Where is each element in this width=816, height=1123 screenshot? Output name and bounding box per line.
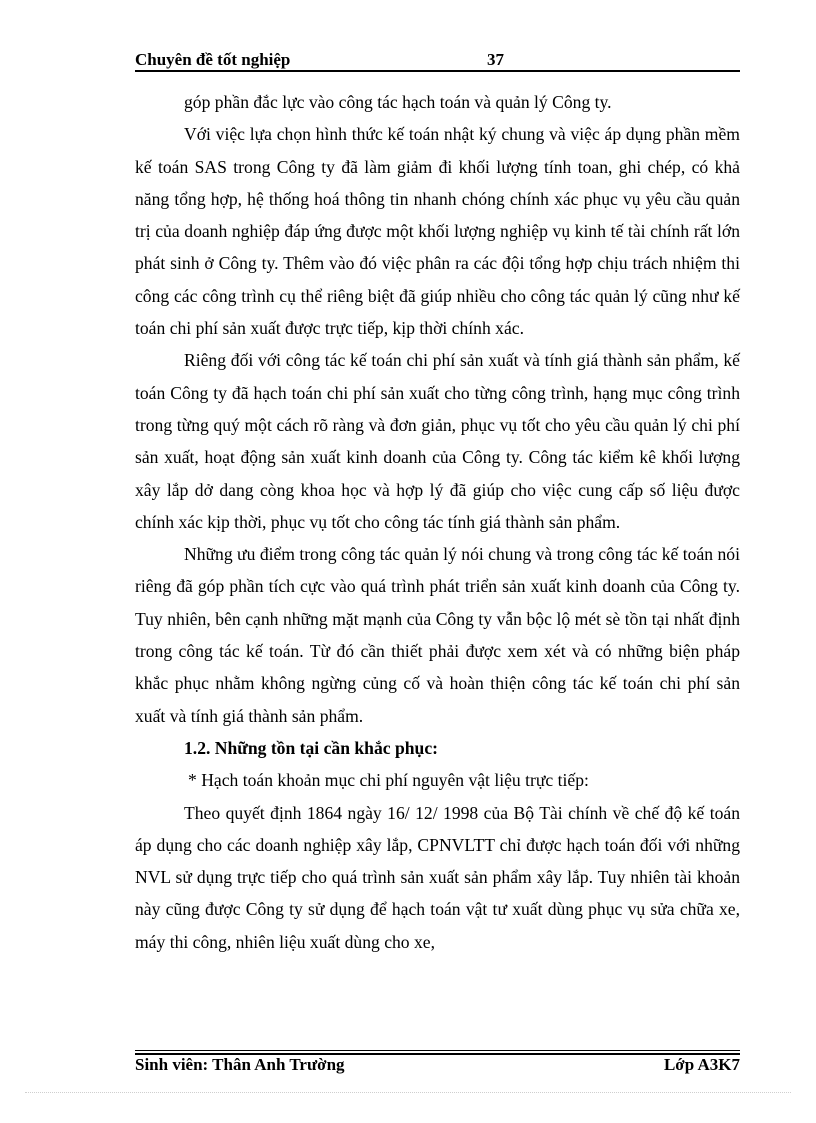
header-divider (135, 70, 740, 72)
class-name: Lớp A3K7 (663, 1055, 740, 1074)
page-boundary (25, 1092, 791, 1093)
paragraph-cost-accounting: Riêng đối với công tác kế toán chi phí sản xuất và tính giá thành sản phẩm, kế toán Công ty đã hạch toán chi phí sản xuất cho từng công trình, hạng mục công trình trong từng quý một cách rõ ràng và đơn giản, phục vụ tốt cho yêu cầu quản lý chi phí sản xuất, hoạt động sản xuất kinh doanh của Công ty. Công tác kiểm kê khối lượng xây lắp dở dang còng khoa học và hợp lý đã giúp cho việc cung cấp số liệu được chính xác kịp thời, phục vụ tốt cho công tác tính giá thành sản phẩm. (135, 350, 740, 532)
document-title: Chuyên đề tốt nghiệp (135, 50, 291, 69)
document-body (135, 86, 740, 958)
page-number: 37 (487, 50, 504, 69)
paragraph-accounting-software: Với việc lựa chọn hình thức kế toán nhật ký chung và việc áp dụng phần mềm kế toán SAS trong Công ty đã làm giảm đi khối lượng tính toan, ghi chép, có khả năng tổng hợp, hệ thống hoá thông tin nhanh chóng chính xác phục vụ yêu cầu quản trị của doanh nghiệp đáp ứng được một khối lượng nghiệp vụ kinh tế tài chính rất lớn phát sinh ở Công ty. Thêm vào đó việc phân ra các đội tổng hợp chịu trách nhiệm thi công các công trình cụ thể riêng biệt đã giúp nhiều cho công tác quản lý cũng như kế toán chi phí sản xuất được trực tiếp, kịp thời chính xác. (135, 124, 740, 339)
student-name: Sinh viên: Thân Anh Trường (135, 1055, 345, 1074)
section-heading: 1.2. Những tồn tại cần khắc phục: (184, 737, 438, 758)
page-header (135, 48, 740, 70)
bullet-item: * Hạch toán khoản mục chi phí nguyên vật liệu trực tiếp: (188, 770, 589, 791)
paragraph-decision-1864: Theo quyết định 1864 ngày 16/ 12/ 1998 của Bộ Tài chính về chế độ kế toán áp dụng cho các doanh nghiệp xây lắp, CPNVLTT chỉ được hạch toán đối với những NVL sử dụng trực tiếp cho quá trình sản xuất sản phẩm xây lắp. Tuy nhiên tài khoản này cũng được Công ty sử dụng để hạch toán vật tư xuất dùng phục vụ sửa chữa xe, máy thi công, nhiên liệu xuất dùng cho xe, (135, 802, 740, 952)
paragraph-strengths: Những ưu điểm trong công tác quản lý nói chung và trong công tác kế toán nói riêng đã góp phần tích cực vào quá trình phát triển sản xuất kinh doanh của Công ty. Tuy nhiên, bên cạnh những mặt mạnh của Công ty vẫn bộc lộ mét sè tồn tại nhất định trong công tác kế toán. Từ đó cần thiết phải được xem xét và có những biện pháp khắc phục nhằm không ngừng củng cố và hoàn thiện công tác kế toán chi phí sản xuất và tính giá thành sản phẩm. (135, 544, 740, 726)
paragraph-continued: góp phần đắc lực vào công tác hạch toán và quản lý Công ty. (184, 92, 612, 112)
page-footer (135, 1055, 740, 1077)
footer-divider-thin (135, 1050, 740, 1051)
